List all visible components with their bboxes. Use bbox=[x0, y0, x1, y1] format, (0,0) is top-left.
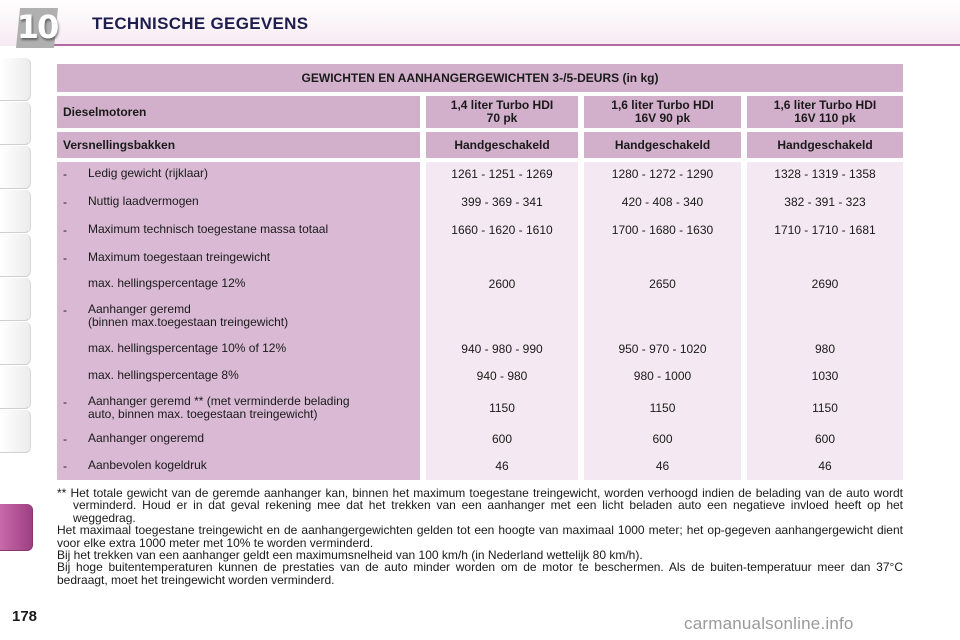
row-value-2: 950 - 970 - 1020 bbox=[618, 342, 707, 356]
chapter-tab-5[interactable] bbox=[0, 234, 31, 277]
row-value-3: 382 - 391 - 323 bbox=[784, 195, 866, 209]
header-rule bbox=[40, 44, 960, 46]
row-value-3: 600 bbox=[814, 432, 836, 446]
row-label-line-1: Aanhanger geremd bbox=[88, 302, 191, 316]
row-value-2: 1280 - 1272 - 1290 bbox=[611, 167, 714, 181]
chapter-number: 10 bbox=[16, 8, 58, 46]
row-value-2: 1700 - 1680 - 1630 bbox=[611, 223, 714, 237]
row-bullet: - bbox=[63, 167, 67, 181]
engine-2-power: 16V 90 pk bbox=[634, 111, 691, 125]
gearbox-col-2: Handgeschakeld bbox=[584, 132, 741, 158]
row-value-1: 940 - 980 - 990 bbox=[461, 342, 543, 356]
row-label-line-1: Aanhanger geremd ** (met verminderde belading bbox=[88, 394, 350, 408]
row-value-1: 1660 - 1620 - 1610 bbox=[451, 223, 553, 237]
row-value-2: 2650 bbox=[649, 277, 676, 291]
row-value-1: 940 - 980 bbox=[476, 369, 528, 383]
gearbox-col-1: Handgeschakeld bbox=[426, 132, 578, 158]
engine-col-2 bbox=[584, 96, 741, 128]
engine-3-name: 1,6 liter Turbo HDI bbox=[773, 98, 877, 112]
row-label: Nuttig laadvermogen bbox=[88, 194, 199, 208]
row-value-3: 1710 - 1710 - 1681 bbox=[774, 223, 876, 237]
row-value-2: 600 bbox=[652, 432, 673, 446]
row-value-3: 1150 bbox=[812, 401, 838, 415]
row-label: Aanbevolen kogeldruk bbox=[88, 458, 207, 472]
row-label bbox=[88, 303, 288, 329]
row-label: max. hellingspercentage 10% of 12% bbox=[88, 341, 287, 355]
row-label-line-2: auto, binnen max. toegestaan treingewicht) bbox=[88, 407, 318, 421]
row-value-1: 1261 - 1251 - 1269 bbox=[451, 167, 553, 181]
row-value-1: 600 bbox=[491, 432, 513, 446]
row-value-3: 1328 - 1319 - 1358 bbox=[774, 167, 876, 181]
watermark: carmanualsonline.info bbox=[684, 614, 854, 633]
row-bullet: - bbox=[63, 223, 67, 237]
row-value-3: 980 bbox=[814, 342, 836, 356]
row-bullet: - bbox=[63, 459, 67, 473]
row-label: Maximum toegestaan treingewicht bbox=[88, 250, 271, 264]
gearbox-header-row bbox=[57, 132, 903, 158]
engine-1-power: 70 pk bbox=[486, 111, 518, 125]
row-bullet: - bbox=[63, 251, 67, 265]
row-value-2: 420 - 408 - 340 bbox=[621, 195, 704, 209]
engine-1-name: 1,4 liter Turbo HDI bbox=[450, 98, 554, 112]
engine-3-power: 16V 110 pk bbox=[794, 111, 856, 125]
row-label bbox=[88, 395, 350, 421]
row-label: max. hellingspercentage 8% bbox=[88, 368, 239, 382]
chapter-tab-4[interactable] bbox=[0, 190, 31, 233]
row-bullet: - bbox=[63, 195, 67, 209]
chapter-tab-1[interactable] bbox=[0, 58, 31, 101]
row-value-1: 1150 bbox=[489, 401, 515, 415]
notes-section bbox=[57, 487, 903, 586]
row-label: Maximum technisch toegestane massa totaal bbox=[88, 222, 329, 236]
row-bullet: - bbox=[63, 303, 67, 317]
row-value-2: 1150 bbox=[649, 401, 676, 415]
row-value-1: 46 bbox=[495, 459, 509, 473]
page-title: TECHNISCHE GEGEVENS bbox=[92, 14, 309, 33]
engine-2-name: 1,6 liter Turbo HDI bbox=[611, 98, 714, 112]
row-label: Ledig gewicht (rijklaar) bbox=[88, 166, 209, 180]
chapter-tab-3[interactable] bbox=[0, 146, 31, 189]
row-value-1: 399 - 369 - 341 bbox=[461, 195, 543, 209]
row-label: Aanhanger ongeremd bbox=[88, 431, 205, 445]
note-altitude: Het maximaal toegestane treingewicht en de aanhangergewichten gelden tot een hoogte van maximaal 1000 meter; het op-gegeven aanhangergewicht dient voor elke extra 1000 meter met 10% te worden verminderd. bbox=[57, 523, 903, 550]
row-value-1: 2600 bbox=[488, 277, 516, 291]
chapter-tab-8[interactable] bbox=[0, 366, 31, 409]
gearbox-label: Versnellingsbakken bbox=[57, 132, 420, 158]
chapter-tab-9[interactable] bbox=[0, 410, 31, 453]
row-value-3: 46 bbox=[818, 459, 832, 473]
engine-col-3 bbox=[747, 96, 903, 128]
chapter-tab-7[interactable] bbox=[0, 322, 31, 365]
engine-header-row bbox=[57, 96, 903, 128]
engine-col-1 bbox=[426, 96, 578, 128]
page-number: 178 bbox=[12, 608, 38, 625]
note-speed: Bij het trekken van een aanhanger geldt een maximumsnelheid van 100 km/h (in Nederland wettelijk 80 km/h). bbox=[57, 548, 643, 563]
chapter-tab-10-active[interactable] bbox=[0, 504, 33, 551]
row-value-2: 46 bbox=[655, 459, 670, 473]
row-value-3: 1030 bbox=[811, 369, 839, 383]
row-value-2: 980 - 1000 bbox=[633, 369, 692, 383]
gearbox-col-3: Handgeschakeld bbox=[747, 132, 903, 158]
footnote: ** Het totale gewicht van de geremde aanhanger kan, binnen het maximum toegestane treingewicht, worden verhoogd indien de belading van de auto wordt verminderd. Houd er in dat geval rekening mee dat het trekken van een aanhanger met een licht beladen auto een negatieve invloed heeft op het weggedrag. bbox=[57, 486, 903, 525]
chapter-tabs bbox=[0, 58, 34, 548]
row-value-3: 2690 bbox=[811, 277, 839, 291]
row-label-line-2: (binnen max.toegestaan treingewicht) bbox=[88, 315, 289, 329]
row-label: max. hellingspercentage 12% bbox=[88, 276, 246, 290]
engine-label: Dieselmotoren bbox=[57, 96, 420, 128]
note-temperature: Bij hoge buitentemperaturen kunnen de prestaties van de auto minder worden om de motor te beschermen. Als de buiten-temperatuur meer dan 37°C bedraagt, moet het treingewicht worden verminderd. bbox=[57, 560, 903, 587]
chapter-tab-2[interactable] bbox=[0, 102, 31, 145]
row-bullet: - bbox=[63, 432, 67, 446]
table-title: GEWICHTEN EN AANHANGERGEWICHTEN 3-/5-DEURS (in kg) bbox=[57, 64, 903, 92]
chapter-badge bbox=[14, 6, 60, 50]
row-bullet: - bbox=[63, 395, 67, 409]
chapter-tab-6[interactable] bbox=[0, 278, 31, 321]
